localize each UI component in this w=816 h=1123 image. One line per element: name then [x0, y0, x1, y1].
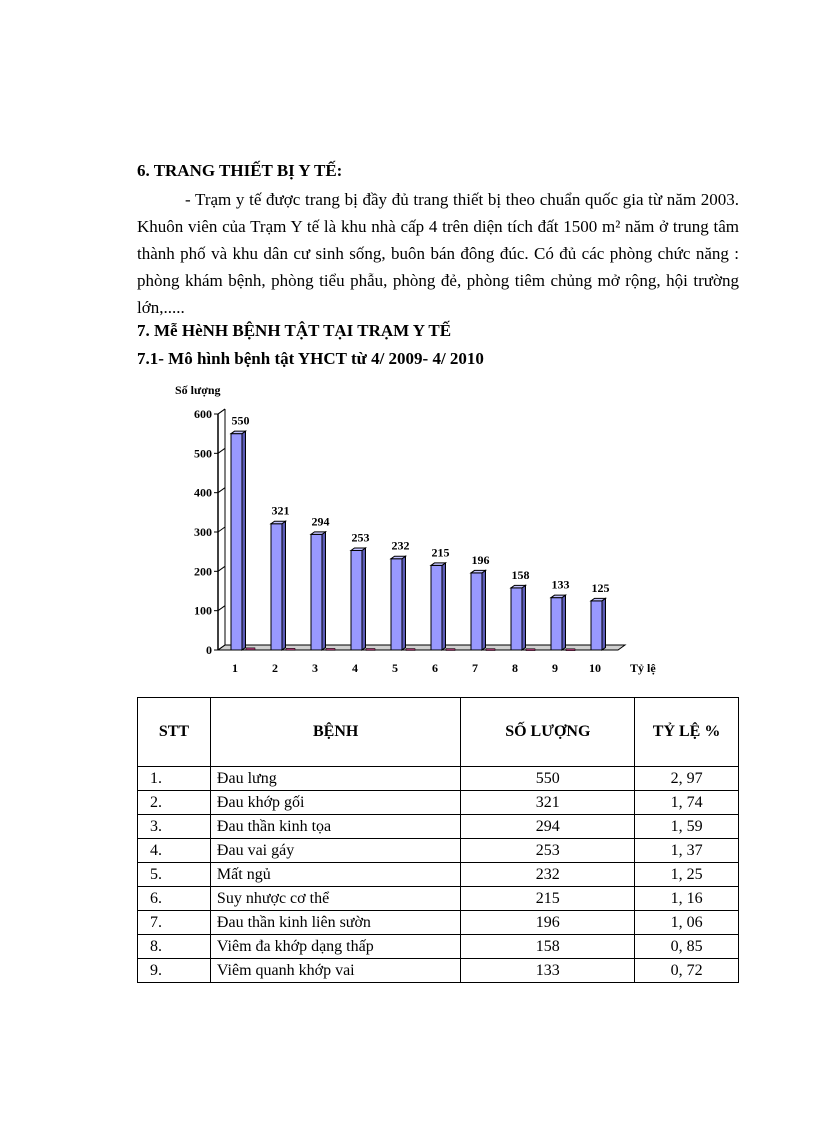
bar-data-label: 158	[511, 567, 530, 582]
table-body	[138, 767, 739, 983]
bar	[471, 573, 482, 650]
bar-data-label: 321	[271, 503, 290, 518]
table-row	[138, 767, 739, 791]
table-cell: Đau thần kinh liên sườn	[210, 911, 461, 935]
bar-top	[311, 532, 326, 535]
table-cell: Suy nhược cơ thể	[210, 887, 461, 911]
bar-side	[402, 556, 406, 650]
table-cell: Mất ngủ	[210, 863, 461, 887]
x-tick-label: 1	[232, 661, 238, 675]
y-tick-label: 300	[194, 525, 212, 539]
table-cell: 1, 59	[635, 815, 739, 839]
table-cell: 2.	[138, 791, 211, 815]
y-tick-label: 400	[194, 485, 212, 500]
x-tick-label: 9	[552, 661, 558, 675]
table-row	[138, 959, 739, 983]
table-row	[138, 815, 739, 839]
x-tick-label: 3	[312, 661, 318, 675]
bar-data-label: 550	[231, 413, 250, 428]
y-tick-depth	[218, 606, 225, 611]
table-cell: Đau vai gáy	[210, 839, 461, 863]
table-header-cell: BỆNH	[210, 698, 461, 767]
bar	[271, 524, 282, 650]
bar	[591, 601, 602, 650]
bar-data-label: 196	[471, 552, 490, 567]
bar-side	[322, 532, 326, 650]
y-tick-label: 600	[194, 407, 212, 421]
section-6-heading: 6. TRANG THIẾT BỊ Y TẾ:	[137, 161, 343, 180]
y-tick-depth	[218, 488, 225, 493]
table-cell: 215	[461, 887, 635, 911]
x-tick-label: 5	[392, 661, 398, 675]
bar	[511, 588, 522, 650]
table-header-cell: TỶ LỆ %	[635, 698, 739, 767]
table-cell: 550	[461, 767, 635, 791]
section-7-1-subheading: 7.1- Mô hình bệnh tật YHCT từ 4/ 2009- 4/ 2010	[137, 349, 484, 368]
table-cell: 7.	[138, 911, 211, 935]
table-cell: 8.	[138, 935, 211, 959]
x-tick-label: 6	[432, 661, 438, 675]
bar-data-label: 294	[311, 514, 330, 529]
bar-top	[431, 563, 446, 566]
section-6-paragraph-text: - Trạm y tế được trang bị đầy đủ trang thiết bị theo chuẩn quốc gia từ năm 2003. Khuôn viên của Trạm Y tế là khu nhà cấp 4 trên diện tích đất 1500 m² năm ở trung tâm thành phố và khu dân cư sinh sống, buôn bán đông đúc. Có đủ các phòng chức năng : phòng khám bệnh, phòng tiểu phẫu, phòng đẻ, phòng tiêm chủng mở rộng, hội trường lớn,.....	[137, 190, 739, 317]
x-tick-label: 7	[472, 661, 478, 675]
bar-side	[522, 585, 526, 650]
bar	[231, 434, 242, 650]
bar-secondary	[446, 649, 455, 651]
bar-side	[562, 595, 566, 650]
table-row	[138, 839, 739, 863]
table-row	[138, 935, 739, 959]
table-header-cell: STT	[138, 698, 211, 767]
bar-data-label: 125	[591, 580, 610, 595]
table-cell: Viêm quanh khớp vai	[210, 959, 461, 983]
bar-data-label: 215	[431, 545, 450, 560]
y-tick-depth	[218, 448, 225, 453]
y-tick-depth	[218, 409, 225, 414]
y-tick-label: 500	[194, 446, 212, 461]
table-cell: 9.	[138, 959, 211, 983]
bar-top	[591, 598, 606, 601]
table-cell: 294	[461, 815, 635, 839]
table-cell: 3.	[138, 815, 211, 839]
table-cell: 1, 74	[635, 791, 739, 815]
table-cell: Đau thần kinh tọa	[210, 815, 461, 839]
table-cell: Viêm đa khớp dạng thấp	[210, 935, 461, 959]
table-cell: 0, 72	[635, 959, 739, 983]
table-cell: 133	[461, 959, 635, 983]
table-cell: 1, 16	[635, 887, 739, 911]
table-row	[138, 791, 739, 815]
table-row	[138, 863, 739, 887]
table-header-row	[138, 698, 739, 767]
bar-side	[482, 570, 486, 650]
table-header-cell: SỐ LƯỢNG	[461, 698, 635, 767]
x-tick-label: 2	[272, 661, 278, 675]
bar-secondary	[566, 649, 575, 651]
y-tick-depth	[218, 566, 225, 571]
bar-top	[351, 548, 366, 551]
table-cell: Đau khớp gối	[210, 791, 461, 815]
bar	[551, 598, 562, 650]
table-cell: 321	[461, 791, 635, 815]
table-cell: 2, 97	[635, 767, 739, 791]
y-tick-label: 100	[194, 603, 212, 618]
section-7-heading: 7. Mễ HèNH BỆNH TẬT TẠI TRẠM Y TẾ	[137, 321, 452, 340]
table-cell: 196	[461, 911, 635, 935]
bar	[391, 559, 402, 650]
disease-table	[137, 697, 739, 983]
bar-secondary	[286, 648, 295, 650]
table-cell: 232	[461, 863, 635, 887]
table-cell: 158	[461, 935, 635, 959]
table-cell: Đau lưng	[210, 767, 461, 791]
table-cell: 5.	[138, 863, 211, 887]
table-cell: 0, 85	[635, 935, 739, 959]
bar-data-label: 232	[391, 538, 410, 553]
table-row	[138, 887, 739, 911]
y-axis-label: Số lượng	[175, 383, 221, 397]
bar-side	[602, 598, 606, 650]
bar-secondary	[486, 649, 495, 651]
table-cell: 1, 37	[635, 839, 739, 863]
bar-side	[442, 563, 446, 650]
bar	[351, 550, 362, 650]
table-cell: 1, 25	[635, 863, 739, 887]
bar-secondary	[526, 649, 535, 651]
bar	[431, 565, 442, 650]
y-tick-label: 200	[194, 564, 212, 579]
bar-top	[511, 585, 526, 588]
table-cell: 1, 06	[635, 911, 739, 935]
bar-side	[282, 521, 286, 650]
bar-data-label: 133	[551, 577, 570, 592]
y-tick-depth	[218, 527, 225, 532]
bar-top	[471, 570, 486, 573]
table-cell: 6.	[138, 887, 211, 911]
section-6-paragraph	[137, 186, 739, 321]
y-tick-label: 0	[206, 643, 212, 657]
bar-top	[231, 431, 246, 434]
table-cell: 253	[461, 839, 635, 863]
bar-top	[551, 595, 566, 598]
table-cell: 1.	[138, 767, 211, 791]
table-row	[138, 911, 739, 935]
bar-side	[362, 548, 366, 650]
legend-label: Tỷ lệ	[630, 661, 656, 675]
x-tick-label: 4	[352, 661, 358, 675]
bar-top	[391, 556, 406, 559]
bar-chart	[160, 378, 680, 678]
bar-secondary	[406, 649, 415, 651]
bar-top	[271, 521, 286, 524]
bar-data-label: 253	[351, 530, 370, 545]
table-cell: 4.	[138, 839, 211, 863]
bar	[311, 534, 322, 650]
bar-secondary	[366, 648, 375, 650]
bar-secondary	[246, 648, 255, 650]
bar-side	[242, 431, 246, 650]
x-tick-label: 10	[589, 661, 601, 675]
bar-secondary	[326, 648, 335, 650]
x-tick-label: 8	[512, 661, 518, 675]
